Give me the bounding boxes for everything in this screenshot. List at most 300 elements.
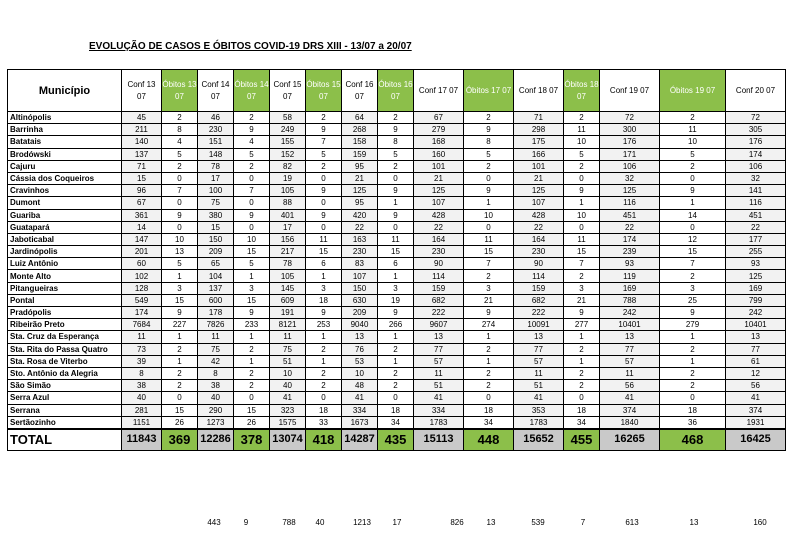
municipio-cell: Cravinhos — [8, 185, 122, 197]
table-cell: 209 — [342, 307, 378, 319]
table-cell: 0 — [660, 221, 726, 233]
table-cell: 125 — [600, 185, 660, 197]
table-cell: 41 — [342, 392, 378, 404]
table-cell: 9 — [306, 209, 342, 221]
municipio-cell: Serra Azul — [8, 392, 122, 404]
table-cell: 12 — [660, 233, 726, 245]
table-cell: 65 — [198, 258, 234, 270]
table-cell: 334 — [414, 404, 464, 416]
table-cell: 72 — [600, 112, 660, 124]
table-cell: 169 — [600, 282, 660, 294]
table-cell: 374 — [600, 404, 660, 416]
table-cell: 2 — [660, 112, 726, 124]
table-cell: 125 — [342, 185, 378, 197]
table-cell: 7 — [162, 185, 198, 197]
table-cell: 0 — [306, 221, 342, 233]
table-cell: 5 — [564, 148, 600, 160]
table-cell: 39 — [122, 355, 162, 367]
table-row — [8, 331, 786, 343]
table-row — [8, 185, 786, 197]
header-column: Óbitos 19 07 — [660, 70, 726, 112]
table-cell: 25 — [660, 294, 726, 306]
total-cell: 369 — [162, 429, 198, 451]
table-cell: 9 — [162, 307, 198, 319]
table-cell: 2 — [162, 367, 198, 379]
table-cell: 8 — [198, 367, 234, 379]
table-cell: 21 — [564, 294, 600, 306]
table-cell: 600 — [198, 294, 234, 306]
table-cell: 1151 — [122, 416, 162, 429]
covid-cases-table — [7, 69, 786, 451]
table-cell: 682 — [414, 294, 464, 306]
table-cell: 630 — [342, 294, 378, 306]
daily-increase-value: 826 — [450, 518, 464, 527]
table-cell: 174 — [122, 307, 162, 319]
table-cell: 104 — [198, 270, 234, 282]
table-cell: 1 — [564, 331, 600, 343]
table-cell: 5 — [464, 148, 514, 160]
table-cell: 233 — [234, 319, 270, 331]
table-cell: 137 — [198, 282, 234, 294]
table-cell: 1 — [660, 331, 726, 343]
table-cell: 222 — [514, 307, 564, 319]
table-cell: 15 — [198, 221, 234, 233]
table-cell: 0 — [234, 197, 270, 209]
table-cell: 137 — [122, 148, 162, 160]
table-cell: 177 — [726, 233, 786, 245]
table-cell: 290 — [198, 404, 234, 416]
table-cell: 0 — [306, 197, 342, 209]
table-cell: 9 — [464, 307, 514, 319]
table-cell: 75 — [198, 343, 234, 355]
municipio-cell: Guariba — [8, 209, 122, 221]
table-cell: 10091 — [514, 319, 564, 331]
table-cell: 7826 — [198, 319, 234, 331]
total-cell: 12286 — [198, 429, 234, 451]
header-column: Conf 15 07 — [270, 70, 306, 112]
table-cell: 281 — [122, 404, 162, 416]
table-cell: 77 — [414, 343, 464, 355]
table-row — [8, 209, 786, 221]
table-cell: 1273 — [198, 416, 234, 429]
table-cell: 361 — [122, 209, 162, 221]
table-cell: 75 — [198, 197, 234, 209]
table-cell: 72 — [726, 112, 786, 124]
table-row — [8, 380, 786, 392]
table-cell: 95 — [342, 160, 378, 172]
table-cell: 1783 — [514, 416, 564, 429]
header-column: Conf 17 07 — [414, 70, 464, 112]
table-cell: 3 — [564, 282, 600, 294]
table-row — [8, 282, 786, 294]
table-cell: 6 — [378, 258, 414, 270]
table-cell: 160 — [414, 148, 464, 160]
table-cell: 2 — [660, 343, 726, 355]
table-cell: 171 — [600, 148, 660, 160]
total-cell: 378 — [234, 429, 270, 451]
municipio-cell: São Simão — [8, 380, 122, 392]
table-cell: 3 — [378, 282, 414, 294]
table-cell: 1 — [306, 331, 342, 343]
table-cell: 78 — [198, 160, 234, 172]
table-cell: 0 — [306, 172, 342, 184]
table-cell: 11 — [564, 233, 600, 245]
table-cell: 13 — [342, 331, 378, 343]
header-column: Óbitos 13 07 — [162, 70, 198, 112]
table-cell: 18 — [464, 404, 514, 416]
table-cell: 77 — [726, 343, 786, 355]
table-row — [8, 392, 786, 404]
table-cell: 36 — [660, 416, 726, 429]
table-row — [8, 124, 786, 136]
table-cell: 0 — [564, 172, 600, 184]
header-column: Óbitos 16 07 — [378, 70, 414, 112]
table-cell: 5 — [162, 258, 198, 270]
table-cell: 2 — [306, 367, 342, 379]
table-cell: 51 — [270, 355, 306, 367]
table-cell: 150 — [342, 282, 378, 294]
table-cell: 230 — [414, 246, 464, 258]
table-cell: 2 — [660, 380, 726, 392]
table-cell: 0 — [306, 392, 342, 404]
table-cell: 9 — [378, 124, 414, 136]
table-cell: 0 — [464, 172, 514, 184]
table-row — [8, 148, 786, 160]
table-cell: 5 — [234, 258, 270, 270]
municipio-cell: Altinópolis — [8, 112, 122, 124]
table-cell: 2 — [564, 112, 600, 124]
table-cell: 549 — [122, 294, 162, 306]
table-cell: 141 — [726, 185, 786, 197]
table-cell: 6 — [306, 258, 342, 270]
table-cell: 8 — [378, 136, 414, 148]
table-cell: 15 — [234, 404, 270, 416]
table-cell: 5 — [234, 148, 270, 160]
daily-increase-value: 539 — [531, 518, 545, 527]
table-cell: 2 — [234, 367, 270, 379]
table-cell: 1 — [234, 331, 270, 343]
table-cell: 3 — [464, 282, 514, 294]
table-cell: 12 — [726, 367, 786, 379]
table-cell: 1783 — [414, 416, 464, 429]
table-cell: 2 — [378, 380, 414, 392]
table-cell: 15 — [660, 246, 726, 258]
table-cell: 18 — [306, 404, 342, 416]
table-cell: 2 — [378, 343, 414, 355]
table-cell: 67 — [414, 112, 464, 124]
municipio-cell: Sta. Rosa de Viterbo — [8, 355, 122, 367]
table-cell: 90 — [414, 258, 464, 270]
table-cell: 21 — [464, 294, 514, 306]
table-cell: 125 — [414, 185, 464, 197]
header-column: Óbitos 15 07 — [306, 70, 342, 112]
table-cell: 32 — [600, 172, 660, 184]
table-cell: 18 — [660, 404, 726, 416]
table-cell: 2 — [464, 112, 514, 124]
table-cell: 3 — [162, 282, 198, 294]
table-cell: 2 — [464, 343, 514, 355]
table-cell: 34 — [564, 416, 600, 429]
total-cell: 13074 — [270, 429, 306, 451]
table-cell: 8 — [162, 124, 198, 136]
table-cell: 788 — [600, 294, 660, 306]
table-cell: 64 — [342, 112, 378, 124]
header-column: Conf 19 07 — [600, 70, 660, 112]
table-cell: 3 — [660, 282, 726, 294]
table-cell: 227 — [162, 319, 198, 331]
table-cell: 682 — [514, 294, 564, 306]
table-cell: 222 — [414, 307, 464, 319]
table-cell: 13 — [514, 331, 564, 343]
table-row — [8, 367, 786, 379]
table-cell: 0 — [660, 172, 726, 184]
table-cell: 15 — [234, 246, 270, 258]
table-cell: 58 — [270, 112, 306, 124]
total-cell: 14287 — [342, 429, 378, 451]
table-cell: 158 — [342, 136, 378, 148]
table-cell: 10 — [270, 367, 306, 379]
table-cell: 106 — [726, 160, 786, 172]
table-cell: 9 — [564, 307, 600, 319]
table-cell: 14 — [122, 221, 162, 233]
table-row — [8, 404, 786, 416]
table-cell: 0 — [234, 172, 270, 184]
table-cell: 13 — [726, 331, 786, 343]
table-cell: 71 — [122, 160, 162, 172]
municipio-cell: Jaboticabal — [8, 233, 122, 245]
table-cell: 26 — [234, 416, 270, 429]
table-cell: 9 — [564, 185, 600, 197]
table-cell: 56 — [600, 380, 660, 392]
table-cell: 9 — [162, 209, 198, 221]
table-cell: 239 — [600, 246, 660, 258]
total-cell: 435 — [378, 429, 414, 451]
table-row — [8, 416, 786, 429]
table-cell: 174 — [726, 148, 786, 160]
table-cell: 93 — [600, 258, 660, 270]
total-cell: 418 — [306, 429, 342, 451]
header-column: Conf 20 07 — [726, 70, 786, 112]
table-cell: 40 — [122, 392, 162, 404]
table-cell: 41 — [414, 392, 464, 404]
table-row — [8, 307, 786, 319]
table-cell: 101 — [414, 160, 464, 172]
table-cell: 51 — [514, 380, 564, 392]
municipio-cell: Brodówski — [8, 148, 122, 160]
table-cell: 230 — [342, 246, 378, 258]
table-cell: 9 — [234, 124, 270, 136]
table-cell: 2 — [378, 367, 414, 379]
table-cell: 253 — [306, 319, 342, 331]
table-cell: 155 — [270, 136, 306, 148]
table-cell: 56 — [726, 380, 786, 392]
table-cell: 11 — [464, 233, 514, 245]
table-cell: 2 — [162, 112, 198, 124]
daily-increase-value: 160 — [753, 518, 767, 527]
table-cell: 34 — [378, 416, 414, 429]
table-cell: 10 — [660, 136, 726, 148]
municipio-cell: Cajuru — [8, 160, 122, 172]
table-cell: 2 — [564, 343, 600, 355]
table-cell: 428 — [514, 209, 564, 221]
table-cell: 1 — [464, 197, 514, 209]
daily-increase-value: 1213 — [353, 518, 371, 527]
table-cell: 9 — [660, 307, 726, 319]
table-cell: 9 — [234, 307, 270, 319]
table-cell: 13 — [414, 331, 464, 343]
table-cell: 2 — [306, 380, 342, 392]
daily-increase-value: 17 — [392, 518, 402, 527]
table-cell: 0 — [162, 221, 198, 233]
table-cell: 1 — [234, 355, 270, 367]
table-cell: 11 — [378, 233, 414, 245]
table-cell: 77 — [600, 343, 660, 355]
table-cell: 13 — [162, 246, 198, 258]
table-cell: 11 — [122, 331, 162, 343]
table-cell: 1 — [306, 270, 342, 282]
table-cell: 10 — [464, 209, 514, 221]
table-cell: 176 — [726, 136, 786, 148]
total-cell: 16425 — [726, 429, 786, 451]
table-cell: 5 — [378, 148, 414, 160]
table-cell: 164 — [414, 233, 464, 245]
table-cell: 9 — [306, 124, 342, 136]
table-cell: 107 — [514, 197, 564, 209]
table-cell: 1 — [564, 197, 600, 209]
table-cell: 274 — [464, 319, 514, 331]
total-cell: 15652 — [514, 429, 564, 451]
table-cell: 11 — [270, 331, 306, 343]
table-cell: 10 — [234, 233, 270, 245]
table-cell: 22 — [514, 221, 564, 233]
table-row — [8, 160, 786, 172]
table-cell: 9 — [378, 185, 414, 197]
daily-increase-value: 9 — [243, 518, 249, 527]
table-cell: 60 — [122, 258, 162, 270]
table-cell: 1 — [660, 355, 726, 367]
table-cell: 41 — [726, 392, 786, 404]
table-cell: 32 — [726, 172, 786, 184]
table-cell: 100 — [198, 185, 234, 197]
table-cell: 19 — [270, 172, 306, 184]
table-row — [8, 112, 786, 124]
table-cell: 78 — [270, 258, 306, 270]
table-cell: 147 — [122, 233, 162, 245]
table-row — [8, 136, 786, 148]
total-cell: 468 — [660, 429, 726, 451]
table-cell: 9 — [306, 185, 342, 197]
table-cell: 2 — [660, 367, 726, 379]
table-cell: 8121 — [270, 319, 306, 331]
table-cell: 57 — [514, 355, 564, 367]
daily-increase-value: 13 — [486, 518, 496, 527]
table-cell: 451 — [726, 209, 786, 221]
table-cell: 11 — [564, 124, 600, 136]
table-cell: 18 — [564, 404, 600, 416]
table-cell: 217 — [270, 246, 306, 258]
table-cell: 22 — [600, 221, 660, 233]
table-cell: 9 — [306, 307, 342, 319]
table-cell: 1840 — [600, 416, 660, 429]
table-cell: 10401 — [726, 319, 786, 331]
daily-increase-value: 40 — [315, 518, 325, 527]
table-cell: 380 — [198, 209, 234, 221]
table-cell: 1 — [564, 355, 600, 367]
table-row — [8, 294, 786, 306]
table-cell: 15 — [234, 294, 270, 306]
table-row — [8, 270, 786, 282]
table-cell: 18 — [306, 294, 342, 306]
table-cell: 38 — [198, 380, 234, 392]
table-cell: 1 — [378, 331, 414, 343]
table-header-row — [8, 70, 786, 112]
table-cell: 2 — [564, 270, 600, 282]
daily-increase-row — [0, 518, 791, 532]
table-cell: 9 — [378, 307, 414, 319]
table-cell: 7 — [564, 258, 600, 270]
table-row — [8, 233, 786, 245]
table-cell: 5 — [660, 148, 726, 160]
table-cell: 9 — [660, 185, 726, 197]
table-cell: 128 — [122, 282, 162, 294]
table-cell: 0 — [234, 392, 270, 404]
total-row — [8, 429, 786, 451]
table-cell: 2 — [464, 380, 514, 392]
header-column: Conf 16 07 — [342, 70, 378, 112]
table-cell: 156 — [270, 233, 306, 245]
table-row — [8, 197, 786, 209]
municipio-cell: Sto. Antônio da Alegria — [8, 367, 122, 379]
daily-increase-value: 788 — [282, 518, 296, 527]
table-cell: 11 — [414, 367, 464, 379]
table-cell: 151 — [198, 136, 234, 148]
table-cell: 21 — [342, 172, 378, 184]
table-cell: 83 — [342, 258, 378, 270]
table-cell: 3 — [234, 282, 270, 294]
municipio-cell: Pitangueiras — [8, 282, 122, 294]
table-row — [8, 221, 786, 233]
municipio-cell: Pontal — [8, 294, 122, 306]
page-title: EVOLUÇÃO DE CASOS E ÓBITOS COVID-19 DRS XIII - 13/07 a 20/07 — [89, 41, 412, 52]
table-cell: 2 — [234, 160, 270, 172]
table-cell: 0 — [564, 392, 600, 404]
table-cell: 2 — [162, 343, 198, 355]
municipio-cell: Jardinópolis — [8, 246, 122, 258]
table-cell: 401 — [270, 209, 306, 221]
table-cell: 15 — [564, 246, 600, 258]
table-cell: 7684 — [122, 319, 162, 331]
table-cell: 14 — [660, 209, 726, 221]
municipio-cell: Guatapará — [8, 221, 122, 233]
table-row — [8, 172, 786, 184]
table-cell: 1 — [464, 331, 514, 343]
table-row — [8, 319, 786, 331]
table-cell: 9607 — [414, 319, 464, 331]
table-cell: 101 — [514, 160, 564, 172]
table-cell: 428 — [414, 209, 464, 221]
table-cell: 1 — [464, 355, 514, 367]
table-cell: 9 — [234, 209, 270, 221]
table-cell: 17 — [270, 221, 306, 233]
table-cell: 2 — [660, 270, 726, 282]
table-cell: 10 — [564, 209, 600, 221]
table-cell: 0 — [162, 197, 198, 209]
table-cell: 105 — [270, 185, 306, 197]
table-cell: 15 — [464, 246, 514, 258]
table-cell: 107 — [342, 270, 378, 282]
table-cell: 1 — [306, 355, 342, 367]
total-cell: 16265 — [600, 429, 660, 451]
